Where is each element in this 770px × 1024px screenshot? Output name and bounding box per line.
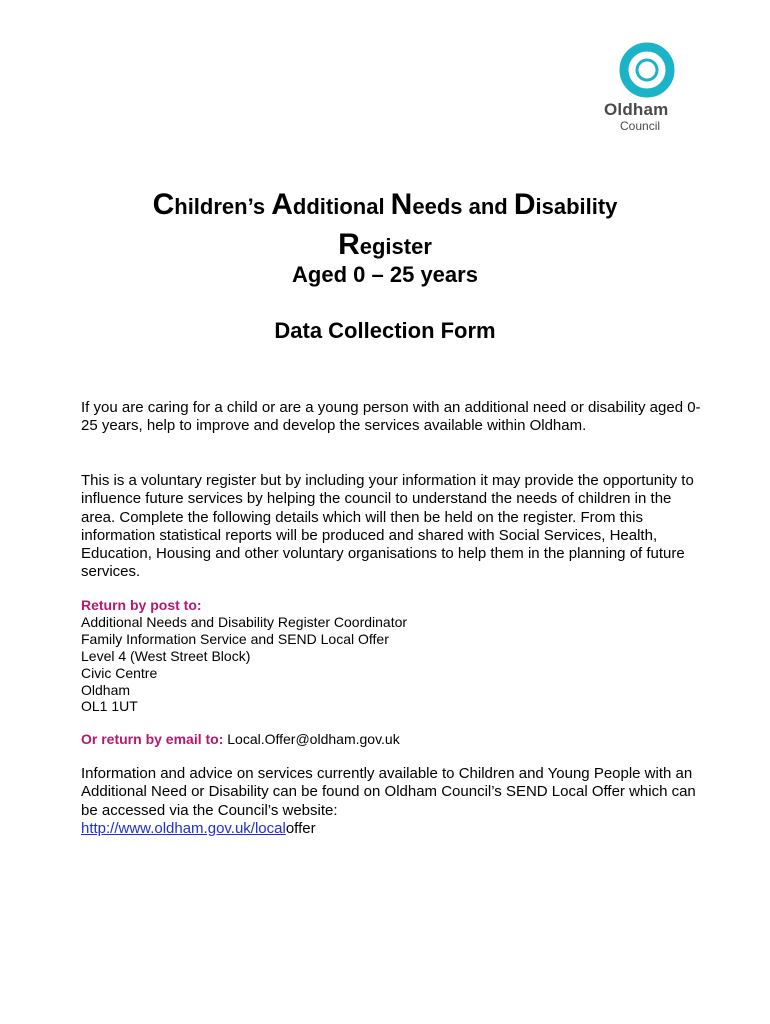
- address-line: Level 4 (West Street Block): [81, 647, 251, 664]
- title-cap: A: [271, 188, 293, 221]
- title-word: isability: [535, 194, 618, 219]
- address-line: Family Information Service and SEND Local Offer: [81, 630, 389, 647]
- title-cap: D: [513, 188, 536, 221]
- email-address: Local.Offer@oldham.gov.uk: [227, 731, 400, 747]
- title-cap: N: [390, 188, 413, 221]
- return-post-section: [81, 597, 407, 715]
- logo-name: Oldham: [604, 100, 669, 119]
- title-cap: C: [152, 188, 175, 221]
- title-word: eeds and: [412, 194, 514, 219]
- address-line: OL1 1UT: [81, 698, 138, 715]
- title-cap: R: [338, 228, 360, 261]
- address-line: Additional Needs and Disability Register Coordinator: [81, 613, 408, 630]
- address-line: Civic Centre: [81, 664, 158, 681]
- return-email-label: Or return by email to:: [81, 731, 224, 747]
- address-line: Oldham: [81, 681, 131, 698]
- form-title: Data Collection Form: [274, 318, 496, 343]
- page-title-line-2: [60, 226, 710, 266]
- link-suffix: offer: [285, 819, 316, 837]
- info-paragraph: [81, 765, 701, 838]
- logo-subtitle: Council: [620, 119, 661, 133]
- age-range-heading: Aged 0 – 25 years: [292, 262, 478, 287]
- title-word: egister: [359, 234, 432, 259]
- local-offer-link[interactable]: http://www.oldham.gov.uk/local: [81, 819, 286, 837]
- voluntary-paragraph: This is a voluntary register but by including your information it may provide the opportunity to influence future services by helping the council to understand the needs of children in the area. Complete the following details which will then be held on the register. From this information statistical reports will be produced and shared with Social Services, Health, Education, Housing and other voluntary organisations to help them in the planning of future services.: [81, 472, 694, 581]
- info-text: Information and advice on services currently available to Children and Young People with an Additional Need or Disability can be found on Oldham Council’s SEND Local Offer which can be accessed via the Council’s website:: [81, 765, 696, 819]
- title-word: dditional: [292, 194, 391, 219]
- title-word: hildren’s: [174, 194, 272, 219]
- return-post-label: Return by post to:: [81, 597, 202, 613]
- return-email-section: [81, 731, 400, 747]
- page-title-line-1: [60, 186, 710, 226]
- council-logo-icon: [619, 42, 675, 98]
- oldham-council-logo: [598, 40, 698, 135]
- intro-paragraph: If you are caring for a child or are a young person with an additional need or disability aged 0-25 years, help to improve and develop the services available within Oldham.: [81, 399, 701, 435]
